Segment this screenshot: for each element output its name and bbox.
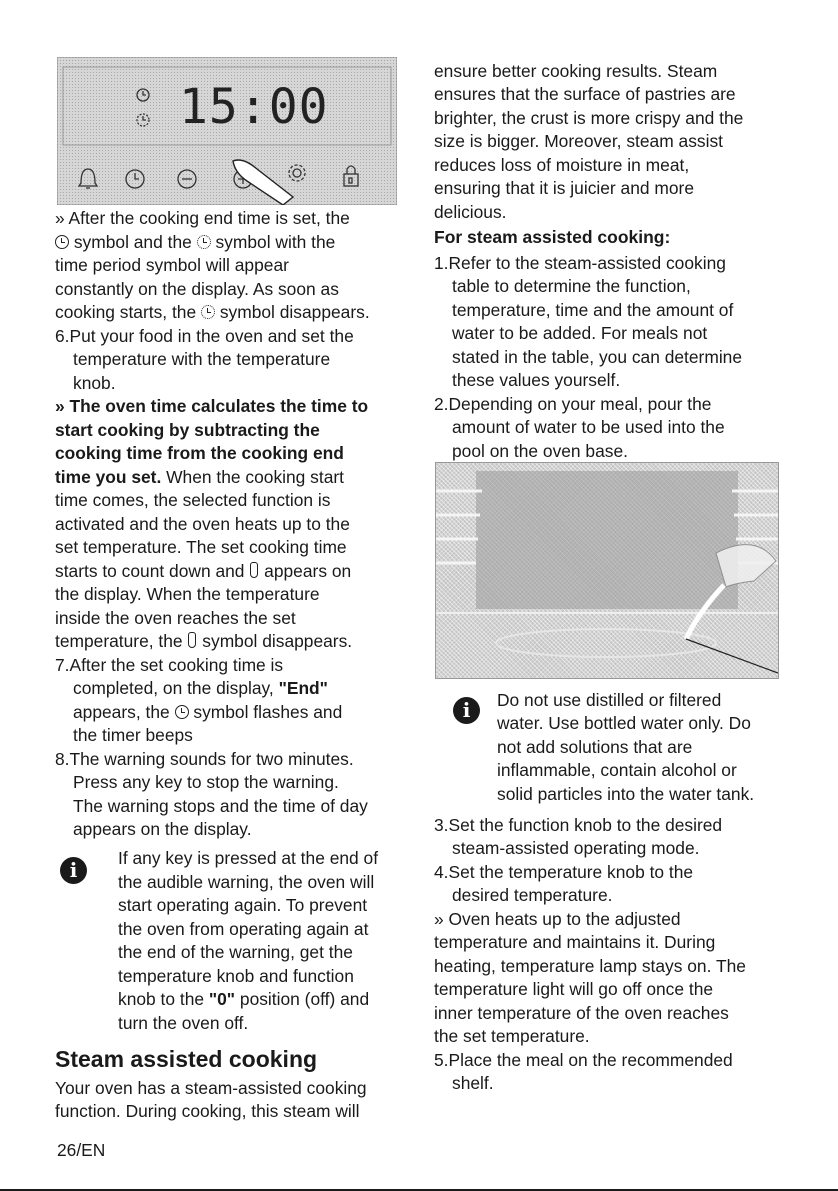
- gear-icon: [289, 165, 305, 181]
- oven-interior-svg: [436, 463, 778, 678]
- text-line: temperature with the temperature: [73, 349, 331, 369]
- page-number: 26/EN: [57, 1140, 106, 1160]
- note-line: turn the oven off.: [118, 1013, 249, 1033]
- text-line: water to be added. For meals not: [452, 323, 708, 343]
- text-line: delicious.: [434, 202, 507, 222]
- text-line: stated in the table, you can determine: [452, 347, 743, 367]
- section-heading: Steam assisted cooking: [55, 1046, 318, 1072]
- text-line: » Oven heats up to the adjusted: [434, 909, 681, 929]
- oven-display-illustration: [57, 57, 397, 205]
- step-1: 1.Refer to the steam-assisted cooking: [434, 253, 726, 273]
- text-line: function. During cooking, this steam will: [55, 1101, 360, 1121]
- text-line: ensuring that it is juicier and more: [434, 178, 695, 198]
- thermometer-icon: [250, 562, 258, 578]
- clock-dashed-icon: [201, 305, 215, 319]
- bold-line: start cooking by subtracting the: [55, 420, 320, 440]
- bold-line: » The oven time calculates the time to: [55, 396, 369, 416]
- text-line: constantly on the display. As soon as: [55, 279, 339, 299]
- text-line: Your oven has a steam-assisted cooking: [55, 1078, 367, 1098]
- text-line: temperature, the symbol disappears.: [55, 631, 353, 651]
- step-5: 5.Place the meal on the recommended: [434, 1050, 733, 1070]
- text-line: activated and the oven heats up to the: [55, 514, 350, 534]
- text-line: amount of water to be used into the: [452, 417, 725, 437]
- text-line: appears on the display.: [73, 819, 252, 839]
- text-line: time period symbol will appear: [55, 255, 289, 275]
- finger-pointer-icon: [233, 160, 293, 205]
- note-line: the oven from operating again at: [118, 919, 369, 939]
- thermometer-icon: [188, 632, 196, 648]
- text-line: reduces loss of moisture in meat,: [434, 155, 690, 175]
- text-line: pool on the oven base.: [452, 441, 628, 461]
- text-line: starts to count down and appears on: [55, 561, 352, 581]
- text-line: steam-assisted operating mode.: [452, 838, 700, 858]
- clock-icon: [175, 705, 189, 719]
- clock-dashed-icon: [197, 235, 211, 249]
- note-line: the audible warning, the oven will: [118, 872, 375, 892]
- text-line: The warning stops and the time of day: [73, 796, 368, 816]
- text-line: shelf.: [452, 1073, 494, 1093]
- note-line: If any key is pressed at the end of: [118, 848, 379, 868]
- text-line: set temperature. The set cooking time: [55, 537, 347, 557]
- clock-icon: [126, 170, 144, 188]
- text-line: ensure better cooking results. Steam: [434, 61, 718, 81]
- step-7: 7.After the set cooking time is: [55, 655, 284, 675]
- text-line: the timer beeps: [73, 725, 193, 745]
- note-line: temperature knob and function: [118, 966, 354, 986]
- text-line: cooking starts, the symbol disappears.: [55, 302, 370, 322]
- text-line: time comes, the selected function is: [55, 490, 331, 510]
- minus-icon: [178, 170, 196, 188]
- text-line: size is bigger. Moreover, steam assist: [434, 131, 723, 151]
- note-line: inflammable, contain alcohol or: [497, 760, 737, 780]
- note-line: Do not use distilled or filtered: [497, 690, 722, 710]
- text-line: inside the oven reaches the set: [55, 608, 296, 628]
- step-4: 4.Set the temperature knob to the: [434, 862, 694, 882]
- note-line: water. Use bottled water only. Do: [497, 713, 751, 733]
- text-line: temperature, time and the amount of: [452, 300, 734, 320]
- bell-icon: [79, 169, 97, 188]
- text-line: » After the cooking end time is set, the: [55, 208, 350, 228]
- note-line: start operating again. To prevent: [118, 895, 368, 915]
- text-line: completed, on the display, "End": [73, 678, 328, 698]
- note-line: not add solutions that are: [497, 737, 693, 757]
- subheading: For steam assisted cooking:: [434, 227, 671, 247]
- display-time: 15:00: [179, 79, 329, 135]
- lock-icon: [344, 166, 358, 186]
- note-line: solid particles into the water tank.: [497, 784, 755, 804]
- clock-icon: [55, 235, 69, 249]
- text-line: brighter, the crust is more crispy and the: [434, 108, 744, 128]
- text-line: these values yourself.: [452, 370, 621, 390]
- text-line: inner temperature of the oven reaches: [434, 1003, 729, 1023]
- text-line: heating, temperature lamp stays on. The: [434, 956, 746, 976]
- text-line: temperature light will go off once the: [434, 979, 714, 999]
- step-6: 6.Put your food in the oven and set the: [55, 326, 354, 346]
- step-8: 8.The warning sounds for two minutes.: [55, 749, 354, 769]
- text-line: the set temperature.: [434, 1026, 590, 1046]
- text-line: the display. When the temperature: [55, 584, 320, 604]
- step-3: 3.Set the function knob to the desired: [434, 815, 723, 835]
- step-2: 2.Depending on your meal, pour the: [434, 394, 712, 414]
- text-line: symbol and the symbol with the: [55, 231, 335, 255]
- bold-line: cooking time from the cooking end: [55, 443, 344, 463]
- note-line: the end of the warning, get the: [118, 942, 353, 962]
- oven-water-pour-illustration: [435, 462, 779, 679]
- text-line: table to determine the function,: [452, 276, 691, 296]
- text-line: appears, the symbol flashes and: [73, 702, 343, 722]
- text-line: ensures that the surface of pastries are: [434, 84, 736, 104]
- note-line: knob to the "0" position (off) and: [118, 989, 370, 1009]
- text-line: knob.: [73, 373, 116, 393]
- text-line: temperature and maintains it. During: [434, 932, 716, 952]
- text-line: time you set. When the cooking start: [55, 467, 345, 487]
- text-line: Press any key to stop the warning.: [73, 772, 339, 792]
- info-icon: i: [453, 697, 480, 724]
- info-icon: i: [60, 857, 87, 884]
- text-line: desired temperature.: [452, 885, 613, 905]
